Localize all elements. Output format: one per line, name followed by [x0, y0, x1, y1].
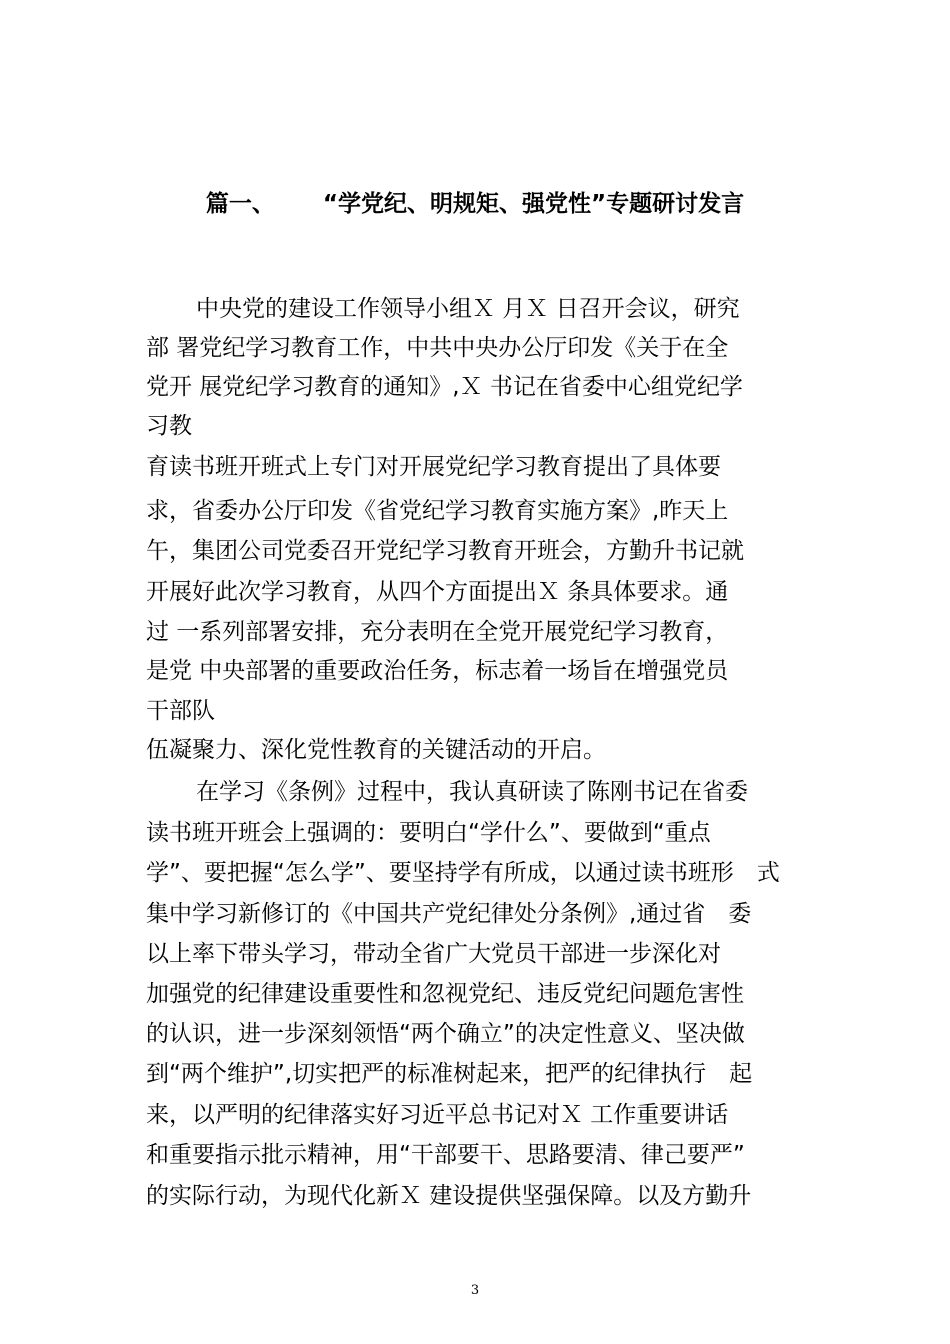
text-line: 学”、要把握“怎么学”、要坚持学有所成，以通过读书班形 式: [146, 860, 780, 886]
text-line: 过 一系列部署安排，充分表明在全党开展党纪学习教育，: [146, 619, 729, 645]
text-line: 以上率下带头学习，带动全省广大党员干部进一步深化对: [146, 941, 721, 967]
page-number: 3: [470, 1283, 480, 1298]
text-line: 午，集团公司党委召开党纪学习教育开班会，方勤升书记就: [146, 538, 744, 564]
text-line: 和重要指示批示精神，用“干部要干、思路要清、律己要严”: [146, 1142, 745, 1168]
text-line: 求，省委办公厅印发《省党纪学习教育实施方案》,昨天上: [146, 498, 729, 524]
text-line: 读书班开班会上强调的：要明白“学什么”、要做到“重点: [146, 820, 711, 846]
document-title: [0, 186, 950, 222]
text-line: 中央党的建设工作领导小组Ｘ 月Ｘ 日召开会议，研究: [196, 296, 740, 322]
text-line: 开展好此次学习教育，从四个方面提出Ｘ 条具体要求。通: [146, 579, 729, 605]
title-text: “学党纪、明规矩、强党性”专题研讨发言: [322, 191, 745, 217]
text-line: 是党 中央部署的重要政治任务，标志着一场旨在增强党员: [146, 658, 729, 684]
text-line: 部 署党纪学习教育工作，中共中央办公厅印发《关于在全: [146, 335, 729, 361]
text-line: 到“两个维护”,切实把严的标准树起来，把严的纪律执行 起: [146, 1061, 753, 1087]
text-line: 伍凝聚力、深化党性教育的关键活动的开启。: [146, 737, 606, 763]
text-line: 在学习《条例》过程中，我认真研读了陈刚书记在省委: [196, 779, 748, 805]
text-line: 育读书班开班式上专门对开展党纪学习教育提出了具体要: [146, 454, 721, 480]
text-line: 干部队: [146, 698, 215, 724]
text-line: 的实际行动，为现代化新Ｘ 建设提供坚强保障。以及方勤升: [146, 1183, 752, 1209]
text-line: 加强党的纪律建设重要性和忽视党纪、违反党纪问题危害性: [146, 981, 744, 1007]
text-line: 习教: [146, 413, 192, 439]
text-line: 党开 展党纪学习教育的通知》,Ｘ 书记在省委中心组党纪学: [146, 374, 743, 400]
title-prefix: 篇一、: [205, 191, 275, 217]
text-line: 来，以严明的纪律落实好习近平总书记对Ｘ 工作重要讲话: [146, 1102, 729, 1128]
text-line: 的认识，进一步深刻领悟“两个确立”的决定性意义、坚决做: [146, 1021, 745, 1047]
text-line: 集中学习新修订的《中国共产党纪律处分条例》,通过省 委: [146, 901, 752, 927]
